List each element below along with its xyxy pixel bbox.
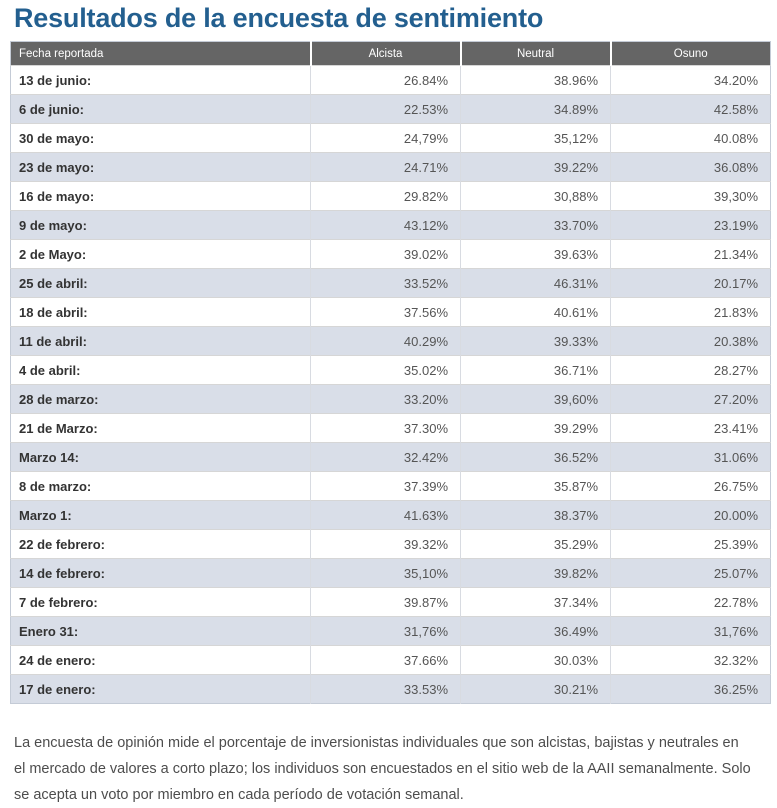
value-cell: 32.32% (611, 646, 771, 675)
table-row (11, 298, 771, 327)
value-cell: 20.00% (611, 501, 771, 530)
table-row (11, 385, 771, 414)
table-row (11, 530, 771, 559)
value-cell: 33.70% (461, 211, 611, 240)
value-cell: 39.29% (461, 414, 611, 443)
value-cell: 28.27% (611, 356, 771, 385)
value-cell: 33.20% (311, 385, 461, 414)
value-cell: 24.71% (311, 153, 461, 182)
date-cell: 9 de mayo: (11, 211, 311, 240)
date-cell: Marzo 1: (11, 501, 311, 530)
column-header-osuno: Osuno (611, 42, 771, 66)
value-cell: 36.49% (461, 617, 611, 646)
table-row (11, 617, 771, 646)
date-cell: 25 de abril: (11, 269, 311, 298)
value-cell: 39.33% (461, 327, 611, 356)
date-cell: 30 de mayo: (11, 124, 311, 153)
value-cell: 33.52% (311, 269, 461, 298)
value-cell: 39.63% (461, 240, 611, 269)
value-cell: 20.38% (611, 327, 771, 356)
value-cell: 34.89% (461, 95, 611, 124)
table-row (11, 153, 771, 182)
value-cell: 37.30% (311, 414, 461, 443)
table-row (11, 356, 771, 385)
table-row (11, 588, 771, 617)
date-cell: 18 de abril: (11, 298, 311, 327)
value-cell: 42.58% (611, 95, 771, 124)
date-cell: 21 de Marzo: (11, 414, 311, 443)
date-cell: 2 de Mayo: (11, 240, 311, 269)
survey-description: La encuesta de opinión mide el porcentaje de inversionistas individuales que son alcistas, bajistas y neutrales en el mercado de valores a corto plazo; los individuos son encuestados en el sitio web de la AAII semanalmente. Solo se acepta un voto por miembro en cada período de votación semanal. (14, 735, 751, 803)
value-cell: 30,88% (461, 182, 611, 211)
date-cell: 6 de junio: (11, 95, 311, 124)
date-cell: 11 de abril: (11, 327, 311, 356)
table-row (11, 501, 771, 530)
date-cell: 14 de febrero: (11, 559, 311, 588)
value-cell: 37.56% (311, 298, 461, 327)
value-cell: 30.03% (461, 646, 611, 675)
value-cell: 27.20% (611, 385, 771, 414)
value-cell: 41.63% (311, 501, 461, 530)
table-row (11, 240, 771, 269)
page-title: Resultados de la encuesta de sentimiento (14, 3, 544, 33)
value-cell: 39.32% (311, 530, 461, 559)
value-cell: 35.29% (461, 530, 611, 559)
value-cell: 29.82% (311, 182, 461, 211)
value-cell: 21.34% (611, 240, 771, 269)
value-cell: 24,79% (311, 124, 461, 153)
value-cell: 39.82% (461, 559, 611, 588)
table-row (11, 95, 771, 124)
table-row (11, 211, 771, 240)
value-cell: 26.84% (311, 66, 461, 95)
table-row (11, 472, 771, 501)
value-cell: 38.37% (461, 501, 611, 530)
value-cell: 23.19% (611, 211, 771, 240)
value-cell: 35,12% (461, 124, 611, 153)
value-cell: 35,10% (311, 559, 461, 588)
value-cell: 25.07% (611, 559, 771, 588)
value-cell: 35.87% (461, 472, 611, 501)
value-cell: 43.12% (311, 211, 461, 240)
table-row (11, 443, 771, 472)
table-row (11, 182, 771, 211)
date-cell: 13 de junio: (11, 66, 311, 95)
value-cell: 37.34% (461, 588, 611, 617)
value-cell: 36.25% (611, 675, 771, 704)
date-cell: 16 de mayo: (11, 182, 311, 211)
value-cell: 39.22% (461, 153, 611, 182)
date-cell: Marzo 14: (11, 443, 311, 472)
value-cell: 40.29% (311, 327, 461, 356)
sentiment-results-table (10, 41, 771, 704)
value-cell: 37.39% (311, 472, 461, 501)
value-cell: 39,30% (611, 182, 771, 211)
table-row (11, 559, 771, 588)
value-cell: 40.61% (461, 298, 611, 327)
sentiment-table-body (11, 66, 771, 704)
date-cell: 24 de enero: (11, 646, 311, 675)
value-cell: 35.02% (311, 356, 461, 385)
value-cell: 31,76% (611, 617, 771, 646)
value-cell: 22.53% (311, 95, 461, 124)
value-cell: 31.06% (611, 443, 771, 472)
value-cell: 46.31% (461, 269, 611, 298)
column-header-alcista: Alcista (311, 42, 461, 66)
value-cell: 30.21% (461, 675, 611, 704)
value-cell: 32.42% (311, 443, 461, 472)
table-row (11, 66, 771, 95)
value-cell: 39,60% (461, 385, 611, 414)
date-cell: 28 de marzo: (11, 385, 311, 414)
date-cell: 7 de febrero: (11, 588, 311, 617)
value-cell: 38.96% (461, 66, 611, 95)
value-cell: 36.52% (461, 443, 611, 472)
column-header-fecha-reportada: Fecha reportada (11, 42, 311, 66)
value-cell: 37.66% (311, 646, 461, 675)
value-cell: 33.53% (311, 675, 461, 704)
value-cell: 39.02% (311, 240, 461, 269)
table-row (11, 414, 771, 443)
value-cell: 26.75% (611, 472, 771, 501)
table-header-row (11, 42, 771, 66)
value-cell: 36.08% (611, 153, 771, 182)
value-cell: 22.78% (611, 588, 771, 617)
date-cell: 22 de febrero: (11, 530, 311, 559)
date-cell: 17 de enero: (11, 675, 311, 704)
value-cell: 34.20% (611, 66, 771, 95)
table-row (11, 327, 771, 356)
column-header-neutral: Neutral (461, 42, 611, 66)
value-cell: 39.87% (311, 588, 461, 617)
value-cell: 23.41% (611, 414, 771, 443)
date-cell: 23 de mayo: (11, 153, 311, 182)
date-cell: 4 de abril: (11, 356, 311, 385)
value-cell: 40.08% (611, 124, 771, 153)
table-row (11, 675, 771, 704)
table-row (11, 646, 771, 675)
value-cell: 31,76% (311, 617, 461, 646)
value-cell: 21.83% (611, 298, 771, 327)
date-cell: Enero 31: (11, 617, 311, 646)
table-row (11, 124, 771, 153)
table-header (11, 42, 771, 66)
value-cell: 20.17% (611, 269, 771, 298)
value-cell: 36.71% (461, 356, 611, 385)
date-cell: 8 de marzo: (11, 472, 311, 501)
table-row (11, 269, 771, 298)
value-cell: 25.39% (611, 530, 771, 559)
